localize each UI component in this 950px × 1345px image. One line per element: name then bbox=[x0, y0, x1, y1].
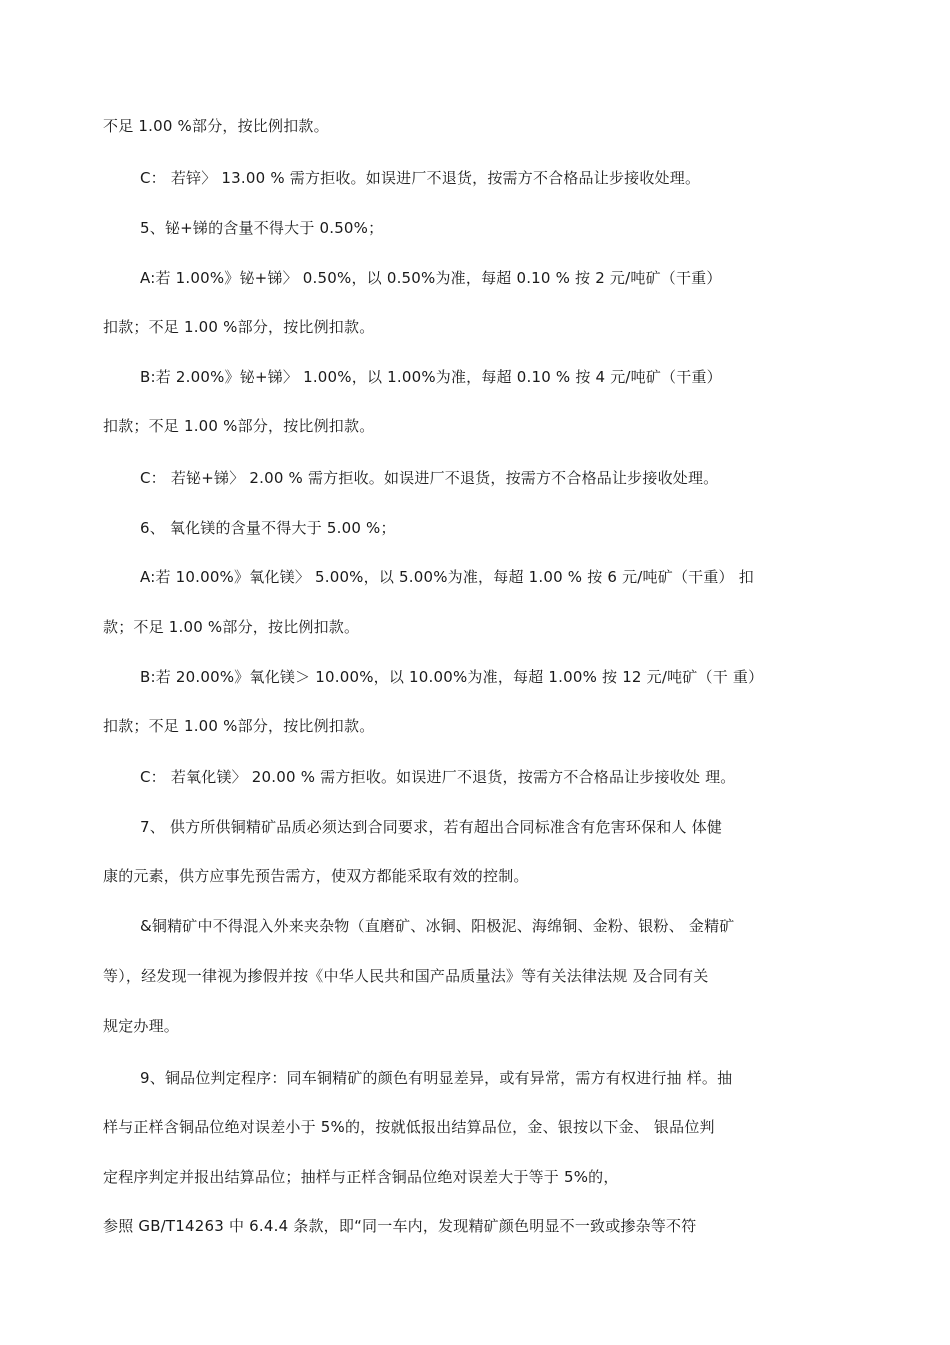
text-line: C： 若氧化镁〉 20.00 % 需方拒收。如误进厂不退货，按需方不合格品让步接收处 理。 bbox=[140, 768, 736, 786]
text-line: 扣款；不足 1.00 %部分，按比例扣款。 bbox=[103, 417, 375, 435]
text-line: 扣款；不足 1.00 %部分，按比例扣款。 bbox=[103, 717, 375, 735]
text-line: 5、铋+锑的含量不得大于 0.50%； bbox=[140, 219, 384, 237]
text-line: &铜精矿中不得混入外来夹杂物（直磨矿、冰铜、阳极泥、海绵铜、金粉、银粉、 金精矿 bbox=[140, 917, 735, 935]
text-line: C： 若铋+锑〉 2.00 % 需方拒收。如误进厂不退货，按需方不合格品让步接收处理。 bbox=[140, 469, 719, 487]
text-line: 款；不足 1.00 %部分，按比例扣款。 bbox=[103, 618, 360, 636]
text-line: 6、 氧化镁的含量不得大于 5.00 %； bbox=[140, 519, 396, 537]
text-line: A:若 10.00%》氧化镁〉 5.00%，以 5.00%为准，每超 1.00 % 按 6 元/吨矿（干重） 扣 bbox=[140, 568, 754, 586]
text-line: 参照 GB/T14263 中 6.4.4 条款，即“同一车内，发现精矿颜色明显不一致或掺杂等不符 bbox=[103, 1217, 697, 1235]
text-line: A:若 1.00%》铋+锑〉 0.50%，以 0.50%为准，每超 0.10 % 按 2 元/吨矿（干重） bbox=[140, 269, 722, 287]
text-line: 样与正样含铜品位绝对误差小于 5%的，按就低报出结算品位，金、银按以下金、 银品位判 bbox=[103, 1118, 715, 1136]
text-line: 康的元素，供方应事先预告需方，使双方都能采取有效的控制。 bbox=[103, 867, 529, 885]
text-line: 扣款；不足 1.00 %部分，按比例扣款。 bbox=[103, 318, 375, 336]
text-line: B:若 2.00%》铋+锑〉 1.00%，以 1.00%为准，每超 0.10 % 按 4 元/吨矿（干重） bbox=[140, 368, 722, 386]
text-line: B:若 20.00%》氧化镁＞ 10.00%，以 10.00%为准，每超 1.00% 按 12 元/吨矿（干 重） bbox=[140, 668, 764, 686]
text-line: 9、铜品位判定程序：同车铜精矿的颜色有明显差异，或有异常，需方有权进行抽 样。抽 bbox=[140, 1069, 733, 1087]
text-line: 等），经发现一律视为掺假并按《中华人民共和国产品质量法》等有关法律法规 及合同有关 bbox=[103, 967, 709, 985]
text-line: C： 若锌〉 13.00 % 需方拒收。如误进厂不退货，按需方不合格品让步接收处理。 bbox=[140, 169, 701, 187]
text-line: 不足 1.00 %部分，按比例扣款。 bbox=[103, 117, 329, 135]
text-line: 7、 供方所供铜精矿品质必须达到合同要求，若有超出合同标准含有危害环保和人 体健 bbox=[140, 818, 723, 836]
text-line: 规定办理。 bbox=[103, 1017, 180, 1035]
text-line: 定程序判定并报出结算品位；抽样与正样含铜品位绝对误差大于等于 5%的， bbox=[103, 1168, 619, 1186]
